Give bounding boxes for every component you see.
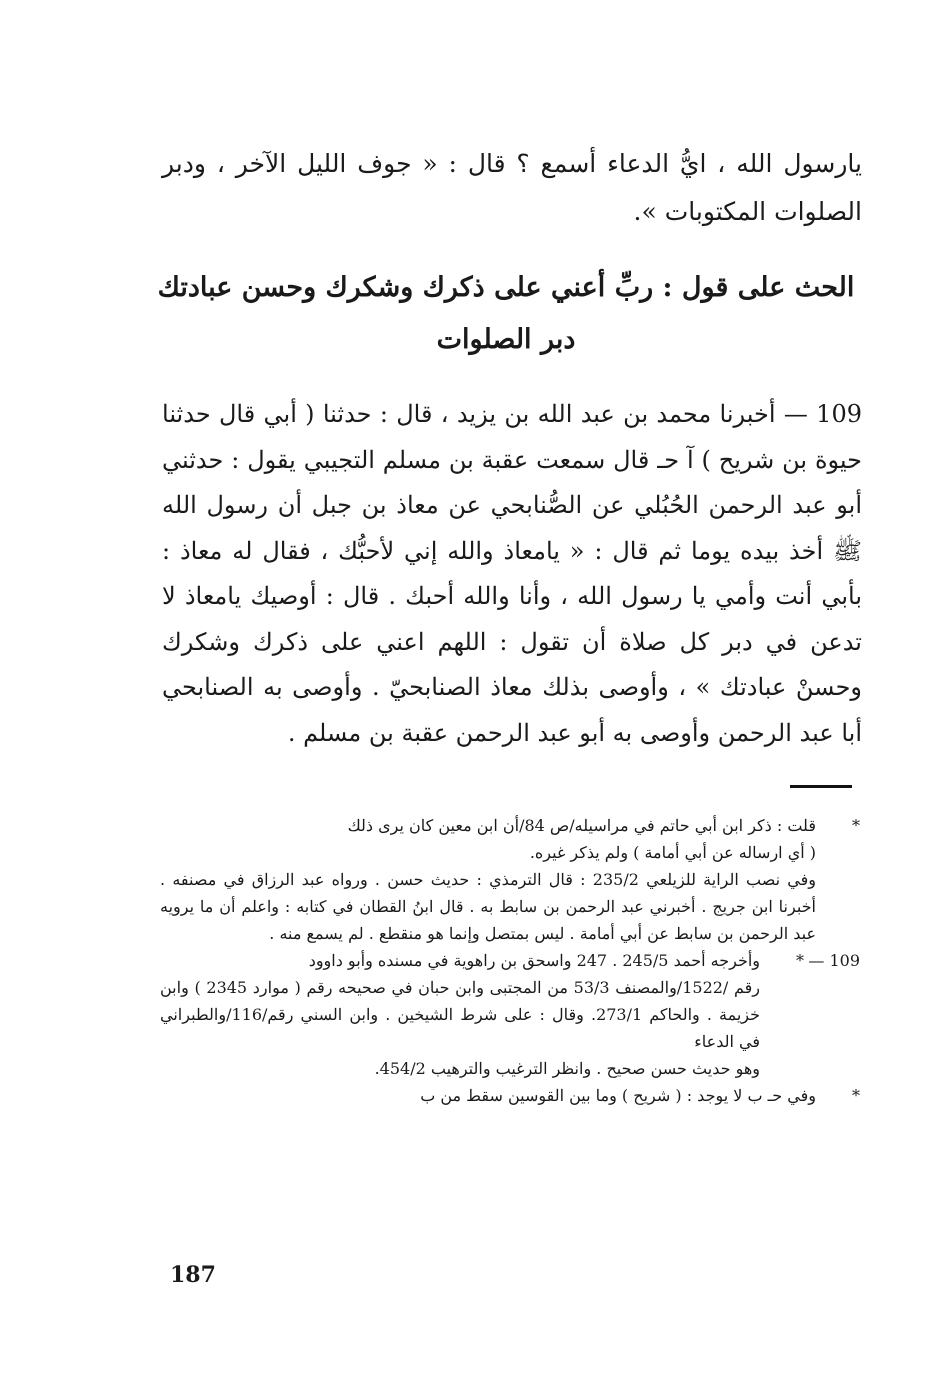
intro-paragraph: [162, 140, 862, 236]
hadith-paragraph: [162, 392, 862, 756]
footnote-3-text: وفي حـ ب لا يوجد : ( شريح ) وما بين القوسين سقط من ب: [420, 1086, 816, 1105]
intro-text: يارسول الله ، ايُّ الدعاء أسمع ؟ قال : « جوف الليل الآخر ، ودبر الصلوات المكتوبات ».: [162, 149, 862, 226]
footnote-1-line-1: [160, 812, 860, 839]
footnotes: [160, 812, 860, 1109]
footnote-marker: *: [852, 816, 860, 835]
footnote-2-last-line: وهو حديث حسن صحيح . وانظر الترغيب والترهيب 454/2.: [374, 1059, 760, 1078]
footnote-1-paragraph-2: وفي نصب الراية للزيلعي 235/2 : قال الترمذي : حديث حسن . ورواه عبد الرزاق في مصنفه . أخبرنا ابن جريج . أخبرني عبد الرحمن بن سابط به . قال ابنُ القطان في كتابه : واعلم أن ما يرويه عبد الرحمن بن سابط عن أبي أمامة . ليس بمتصل وإنما هو منقطع . لم يسمع منه .: [160, 870, 816, 943]
footnote-1-line-2: ( أي ارساله عن أبي أمامة ) ولم يذكر غيره.: [529, 843, 816, 862]
footnote-marker: *: [796, 951, 804, 970]
footnote-1-text: قلت : ذكر ابن أبي حاتم في مراسيله/ص 84/أن ابن معين كان يرى ذلك: [347, 816, 816, 835]
footnote-2-continuation: رقم /1522/والمصنف 53/3 من المجتبى وابن حبان في صحيحه رقم ( موارد 2345 ) وابن خزيمة . والحاكم 273/1. وقال : على شرط الشيخين . وابن السني رقم/116/والطبراني في الدعاء: [160, 978, 761, 1051]
hadith-text: — أخبرنا محمد بن عبد الله بن يزيد ، قال : حدثنا ( أبي قال حدثنا حيوة بن شريح ) آ حـ قال سمعت عقبة بن مسلم التجيبي يقول : حدثني أبو عبد الرحمن الحُبُلي عن الصُّنابحي عن معاذ بن جبل أن رسول الله ﷺ أخذ بيده يوما ثم قال : « يامعاذ والله إني لأحبُّك ، فقال له معاذ : بأبي أنت وأمي يا رسول الله ، وأنا والله أحبك . قال : أوصيك يامعاذ لا تدعن في دبر كل صلاة أن تقول : اللهم اعني على ذكرك وشكرك وحسنْ عبادتك » ، وأوصى بذلك معاذ الصنابحيّ . وأوصى به الصنابحي أبا عبد الرحمن وأوصى به أبو عبد الرحمن عقبة بن مسلم .: [162, 400, 862, 747]
footnote-divider: [790, 785, 852, 788]
footnote-marker: *: [852, 1086, 860, 1105]
footnote-2-text: وأخرجه أحمد 245/5 . 247 واسحق بن راهوية في مسنده وأبو داوود: [308, 951, 760, 970]
section-heading: [150, 262, 862, 366]
footnote-2-line-1: [160, 947, 860, 974]
heading-line-2: دبر الصلوات: [436, 324, 576, 355]
page-number: 187: [170, 1262, 216, 1288]
hadith-number: 109: [816, 400, 862, 428]
heading-line-1: الحث على قول : ربِّ أعني على ذكرك وشكرك وحسن عبادتك: [157, 272, 855, 303]
footnote-3-line: [160, 1082, 860, 1109]
footnote-number: 109 —: [808, 951, 860, 970]
